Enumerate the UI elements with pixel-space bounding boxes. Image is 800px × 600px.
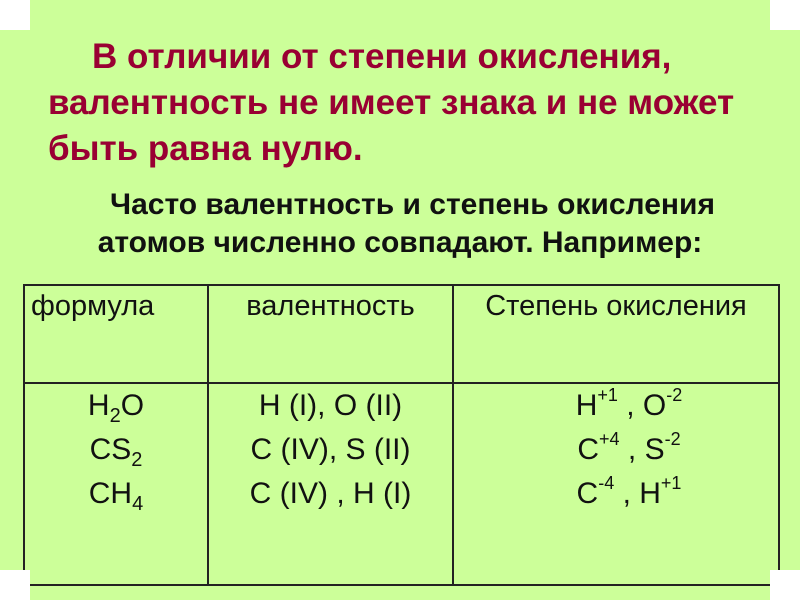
corner-mark (0, 0, 30, 30)
intro-line-1: Часто валентность и степень окисления (110, 188, 715, 221)
oxidation-ch4: $C^{-4}$ , $H^{+1}$ (576, 473, 682, 510)
formula-ch4: $CH_4$ (88, 477, 144, 515)
corner-mark (770, 570, 800, 600)
table-header-row (24, 285, 779, 383)
main-statement: В отличии от степени окисления, валентность не имеет знака и не может быть равна нулю. (48, 37, 735, 168)
table-body-row (24, 383, 779, 585)
formula-cell (24, 383, 208, 585)
header-valence: валентность (208, 285, 453, 383)
header-formula: формула (24, 285, 208, 383)
comparison-table (23, 284, 780, 586)
valence-ch4: C (IV) , H (I) (249, 477, 412, 510)
corner-mark (0, 570, 30, 600)
formula-cs2: $CS_2$ (89, 433, 143, 471)
oxidation-cell (453, 383, 779, 585)
header-oxidation: Степень окисления (453, 285, 779, 383)
intro-text (0, 186, 800, 262)
valence-cs2: C (IV), S (II) (250, 433, 411, 466)
intro-line-2: атомов численно совпадают. Например: (97, 226, 703, 259)
formula-h2o: $H_2O$ (87, 389, 145, 427)
oxidation-cs2: $C^{+4}$ , $S^{-2}$ (577, 429, 681, 466)
valence-cell (208, 383, 453, 585)
valence-h2o: H (I), O (II) (258, 389, 403, 422)
oxidation-h2o: $H^{+1}$ , $O^{-2}$ (575, 385, 683, 422)
corner-mark (770, 0, 800, 30)
